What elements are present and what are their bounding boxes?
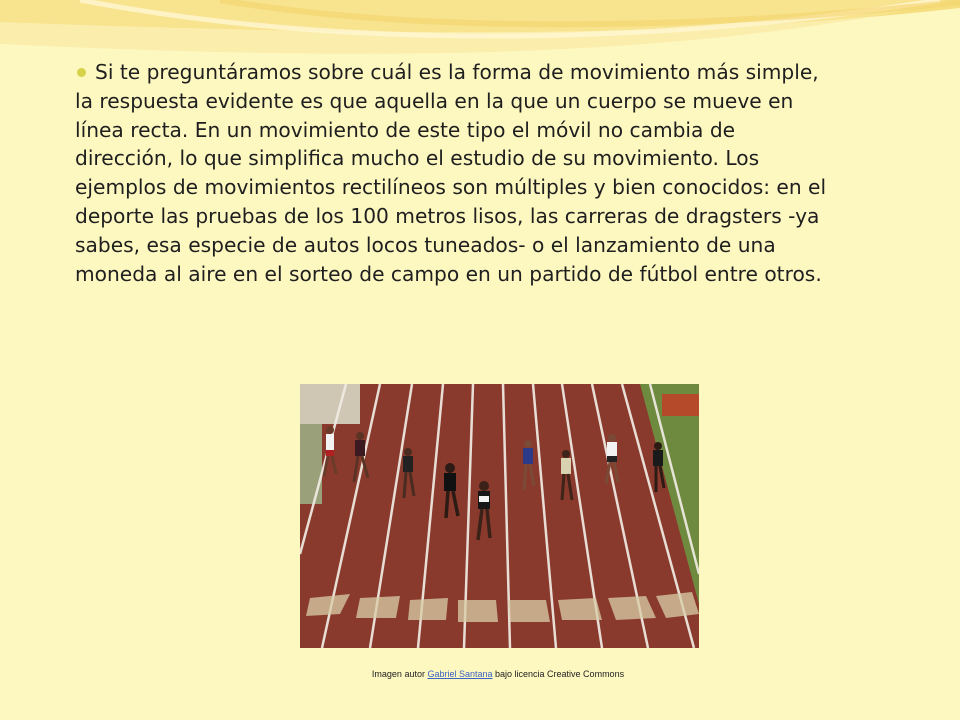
image-credit-caption [0,669,960,679]
sprint-race-photo [300,384,699,648]
bullet-icon [77,68,86,77]
caption-suffix: bajo licencia Creative Commons [492,669,625,679]
track-illustration [300,384,699,648]
bullet-paragraph [75,58,835,288]
caption-prefix: Imagen autor [371,669,428,679]
author-link[interactable]: Gabriel Santana [427,669,493,679]
paragraph-text: Si te preguntáramos sobre cuál es la forma de movimiento más simple, la respuesta evidente es que aquella en la que un cuerpo se mueve en línea recta. En un movimiento de este tipo el móvil no cambia de dirección, lo que simplifica mucho el estudio de su movimiento. Los ejemplos de movimientos rectilíneos son múltiples y bien conocidos: en el deporte las pruebas de los 100 metros lisos, las carreras de dragsters -ya sabes, esa especie de autos locos tuneados- o el lanzamiento de una moneda al aire en el sorteo de campo en un partido de fútbol entre otros. [75,60,827,286]
